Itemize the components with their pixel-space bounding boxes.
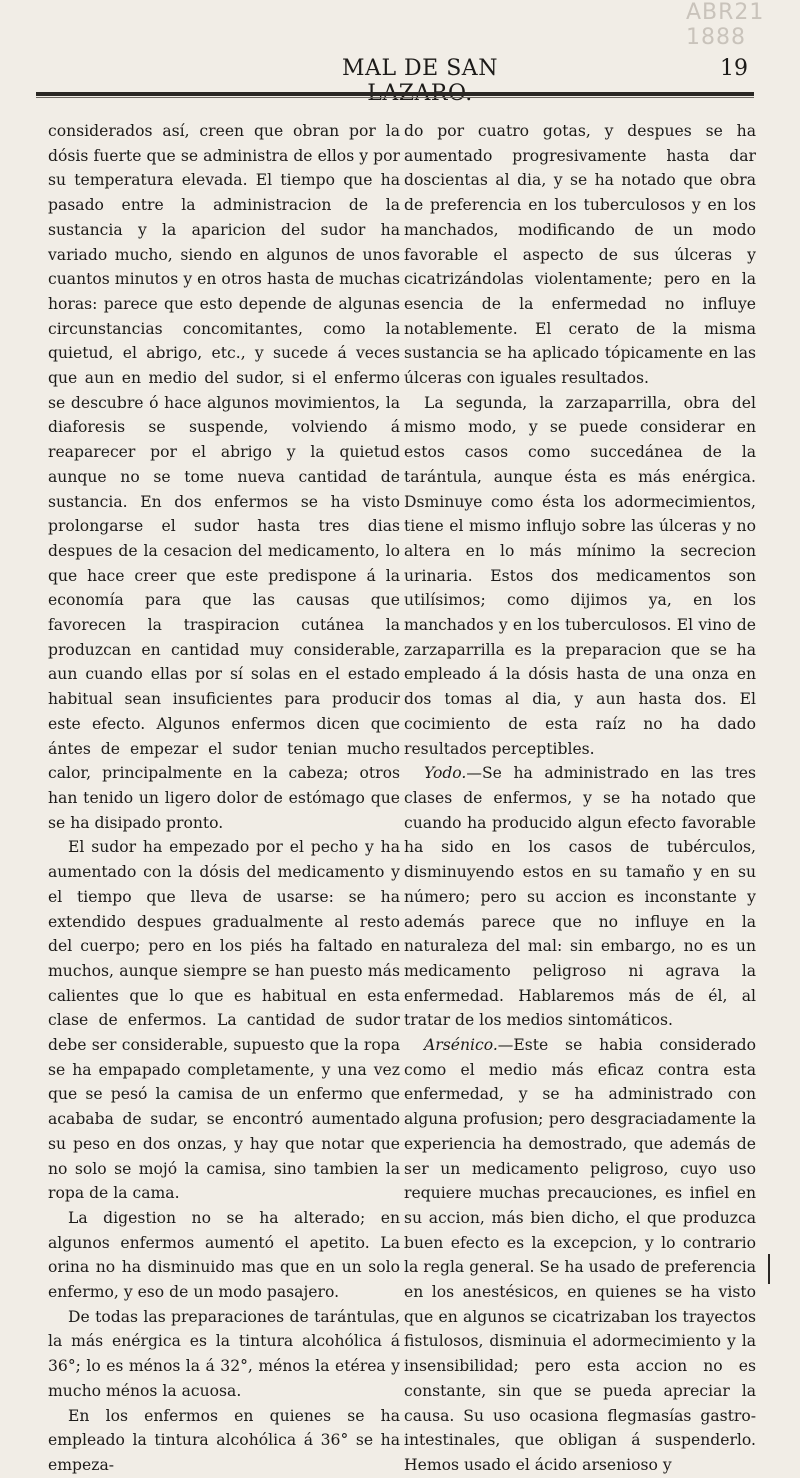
paragraph-text: —Se ha administrado en las tres clases de enfermos, y se ha notado que cuando ha producido algun efecto favorable ha sido en los casos de tubérculos, disminuyendo estos en su tamaño y en su número; pero su accion es inconstante y además parece que no influye en la naturaleza del mal: sin embargo, no es un medicamento peligroso ni agrava la enfermedad. Hablaremos más de él, al tratar de los medios sintomáticos.: [404, 764, 756, 1030]
paragraph: La digestion no se ha alterado; en algunos enfermos aumentó el apetito. La orina no ha disminuido mas que en un solo enfermo, y eso de un modo pasajero.: [48, 1208, 400, 1302]
paragraph: La segunda, la zarzaparrilla, obra del mismo modo, y se puede considerar en estos casos como succedánea de la tarántula, aunque ésta es más enérgica. Dsminuye como ésta los adormecimientos, tiene el mismo influjo sobre las úlceras y no altera en lo más mínimo la secrecion urinaria. Estos dos medicamentos son utilísimos; como dijimos ya, en los manchados y en los tuberculosos. El vino de zarzaparrilla es la preparacion que se ha empleado á la dósis hasta de una onza en dos tomas al dia, y aun hasta dos. El cocimiento de esta raíz no ha dado resultados perceptibles.: [404, 393, 756, 758]
paragraph: El sudor ha empezado por el pecho y ha aumentado con la dósis del medicamento y el tiempo que lleva de usarse: se ha extendido despues gradualmente al resto del cuerpo; pero en los piés ha faltado en muchos, aunque siempre se han puesto más calientes que lo que es habitual en esta clase de enfermos. La cantidad de sudor debe ser considerable, supuesto que la ropa se ha empapado completamente, y una vez que se pesó la camisa de un enfermo que acababa de sudar, se encontró aumentado su peso en dos onzas, y hay que notar que no solo se mojó la camisa, sino tambien la ropa de la cama.: [48, 838, 400, 1203]
page-number: 19: [720, 56, 748, 81]
paragraph-yodo: [404, 761, 756, 1033]
running-head: [0, 56, 800, 88]
paragraph-text: —Este se habia considerado como el medio más eficaz contra esta enfermedad, y se ha administrado con alguna profusion; pero desgraciadamente la experiencia ha demostrado, que además de ser un medicamento peligroso, cuyo uso requiere muchas precauciones, es infiel en su accion, más bien dicho, el que produzca buen efecto es la excepcion, y lo contrario la regla general. Se ha usado de preferencia en los anestésicos, en quienes se ha visto que en algunos se cicatrizaban los trayectos fistulosos, disminuia el adormecimiento y la insensibilidad; pero esta accion no es constante, sin que se pueda apreciar la causa. Su uso ocasiona flegmasías gastro-intestinales, que obligan á suspenderlo. Hemos usado el ácido arsenioso y: [404, 1036, 756, 1474]
left-column: [48, 119, 400, 1478]
header-rule: [36, 92, 754, 96]
header-rule-thin: [36, 97, 754, 98]
paragraph: do por cuatro gotas, y despues se ha aumentado progresivamente hasta dar doscientas al dia, y se ha notado que obra de preferencia en los tuberculosos y en los manchados, modificando de un modo favorable el aspecto de sus úlceras y cicatrizándolas violentamente; pero en la esencia de la enfermedad no influye notablemente. El cerato de la misma sustancia se ha aplicado tópicamente en las úlceras con iguales resultados.: [404, 122, 756, 388]
right-column: [404, 119, 756, 1478]
paragraph-arsenico: [404, 1033, 756, 1478]
term-arsenico: Arsénico.: [424, 1036, 498, 1055]
running-title: MAL DE SAN: [342, 56, 498, 81]
margin-mark: [768, 1254, 770, 1284]
paragraph: En los enfermos en quienes se ha empleado la tintura alcohólica á 36° se ha empeza-: [48, 1406, 400, 1474]
term-yodo: Yodo.: [424, 764, 467, 783]
paragraph: De todas las preparaciones de tarántulas, la más enérgica es la tintura alcohólica á 36°; lo es ménos la á 32°, ménos la etérea y mucho ménos la acuosa.: [48, 1307, 400, 1400]
library-stamp: ABR21 1888: [686, 0, 765, 50]
paragraph: considerados así, creen que obran por la dósis fuerte que se administra de ellos y por su temperatura elevada. El tiempo que ha pasado entre la administracion de la sustancia y la aparicion del sudor ha variado mucho, siendo en algunos de unos cuantos minutos y en otros hasta de muchas horas: parece que esto depende de algunas circunstancias concomitantes, como la quietud, el abrigo, etc., y sucede á veces que aun en medio del sudor, si el enfermo se descubre ó hace algunos movimientos, la diaforesis se suspende, volviendo á reaparecer por el abrigo y la quietud aunque no se tome nueva cantidad de sustancia. En dos enfermos se ha visto prolongarse el sudor hasta tres dias despues de la cesacion del medicamento, lo que hace creer que este predispone á la economía para que las causas que favorecen la traspiracion cutánea la produzcan en cantidad muy considerable, aun cuando ellas por sí solas en el estado habitual sean insuficientes para producir este efecto. Algunos enfermos dicen que ántes de empezar el sudor tenian mucho calor, principalmente en la cabeza; otros han tenido un ligero dolor de estómago que se ha disipado pronto.: [48, 122, 400, 832]
